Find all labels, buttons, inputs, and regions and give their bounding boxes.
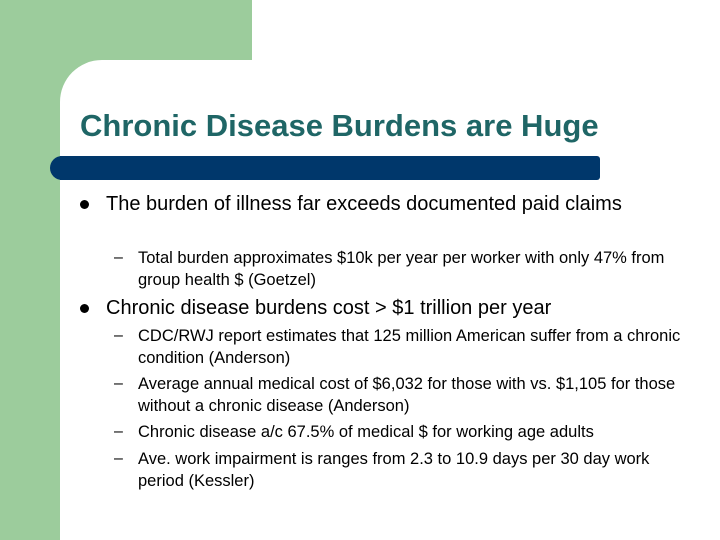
- bullet-dot-icon: [80, 304, 89, 313]
- sub-bullet-text: Average annual medical cost of $6,032 for those with vs. $1,105 for those without a chronic disease (Anderson): [138, 375, 676, 415]
- bullet-text: Chronic disease burdens cost > $1 trillion per year: [106, 297, 552, 319]
- slide-title: Chronic Disease Burdens are Huge: [80, 108, 599, 143]
- sub-bullet-text: Chronic disease a/c 67.5% of medical $ for working age adults: [138, 423, 594, 441]
- sub-bullet-text: Total burden approximates $10k per year per worker with only 47% from group health $ (Goetzel): [138, 249, 665, 289]
- sub-bullet-text: Ave. work impairment is ranges from 2.3 to 10.9 days per 30 day work period (Kessler): [138, 450, 650, 490]
- dash-icon: –: [114, 375, 123, 392]
- title-underline-bar: [60, 156, 600, 180]
- sub-bullet-text: CDC/RWJ report estimates that 125 million American suffer from a chronic condition (Anderson): [138, 327, 681, 367]
- bullet-text: The burden of illness far exceeds documented paid claims: [106, 193, 622, 215]
- dash-icon: –: [114, 450, 123, 467]
- dash-icon: –: [114, 327, 123, 344]
- dash-icon: –: [114, 249, 123, 266]
- bullet-dot-icon: [80, 200, 89, 209]
- dash-icon: –: [114, 423, 123, 440]
